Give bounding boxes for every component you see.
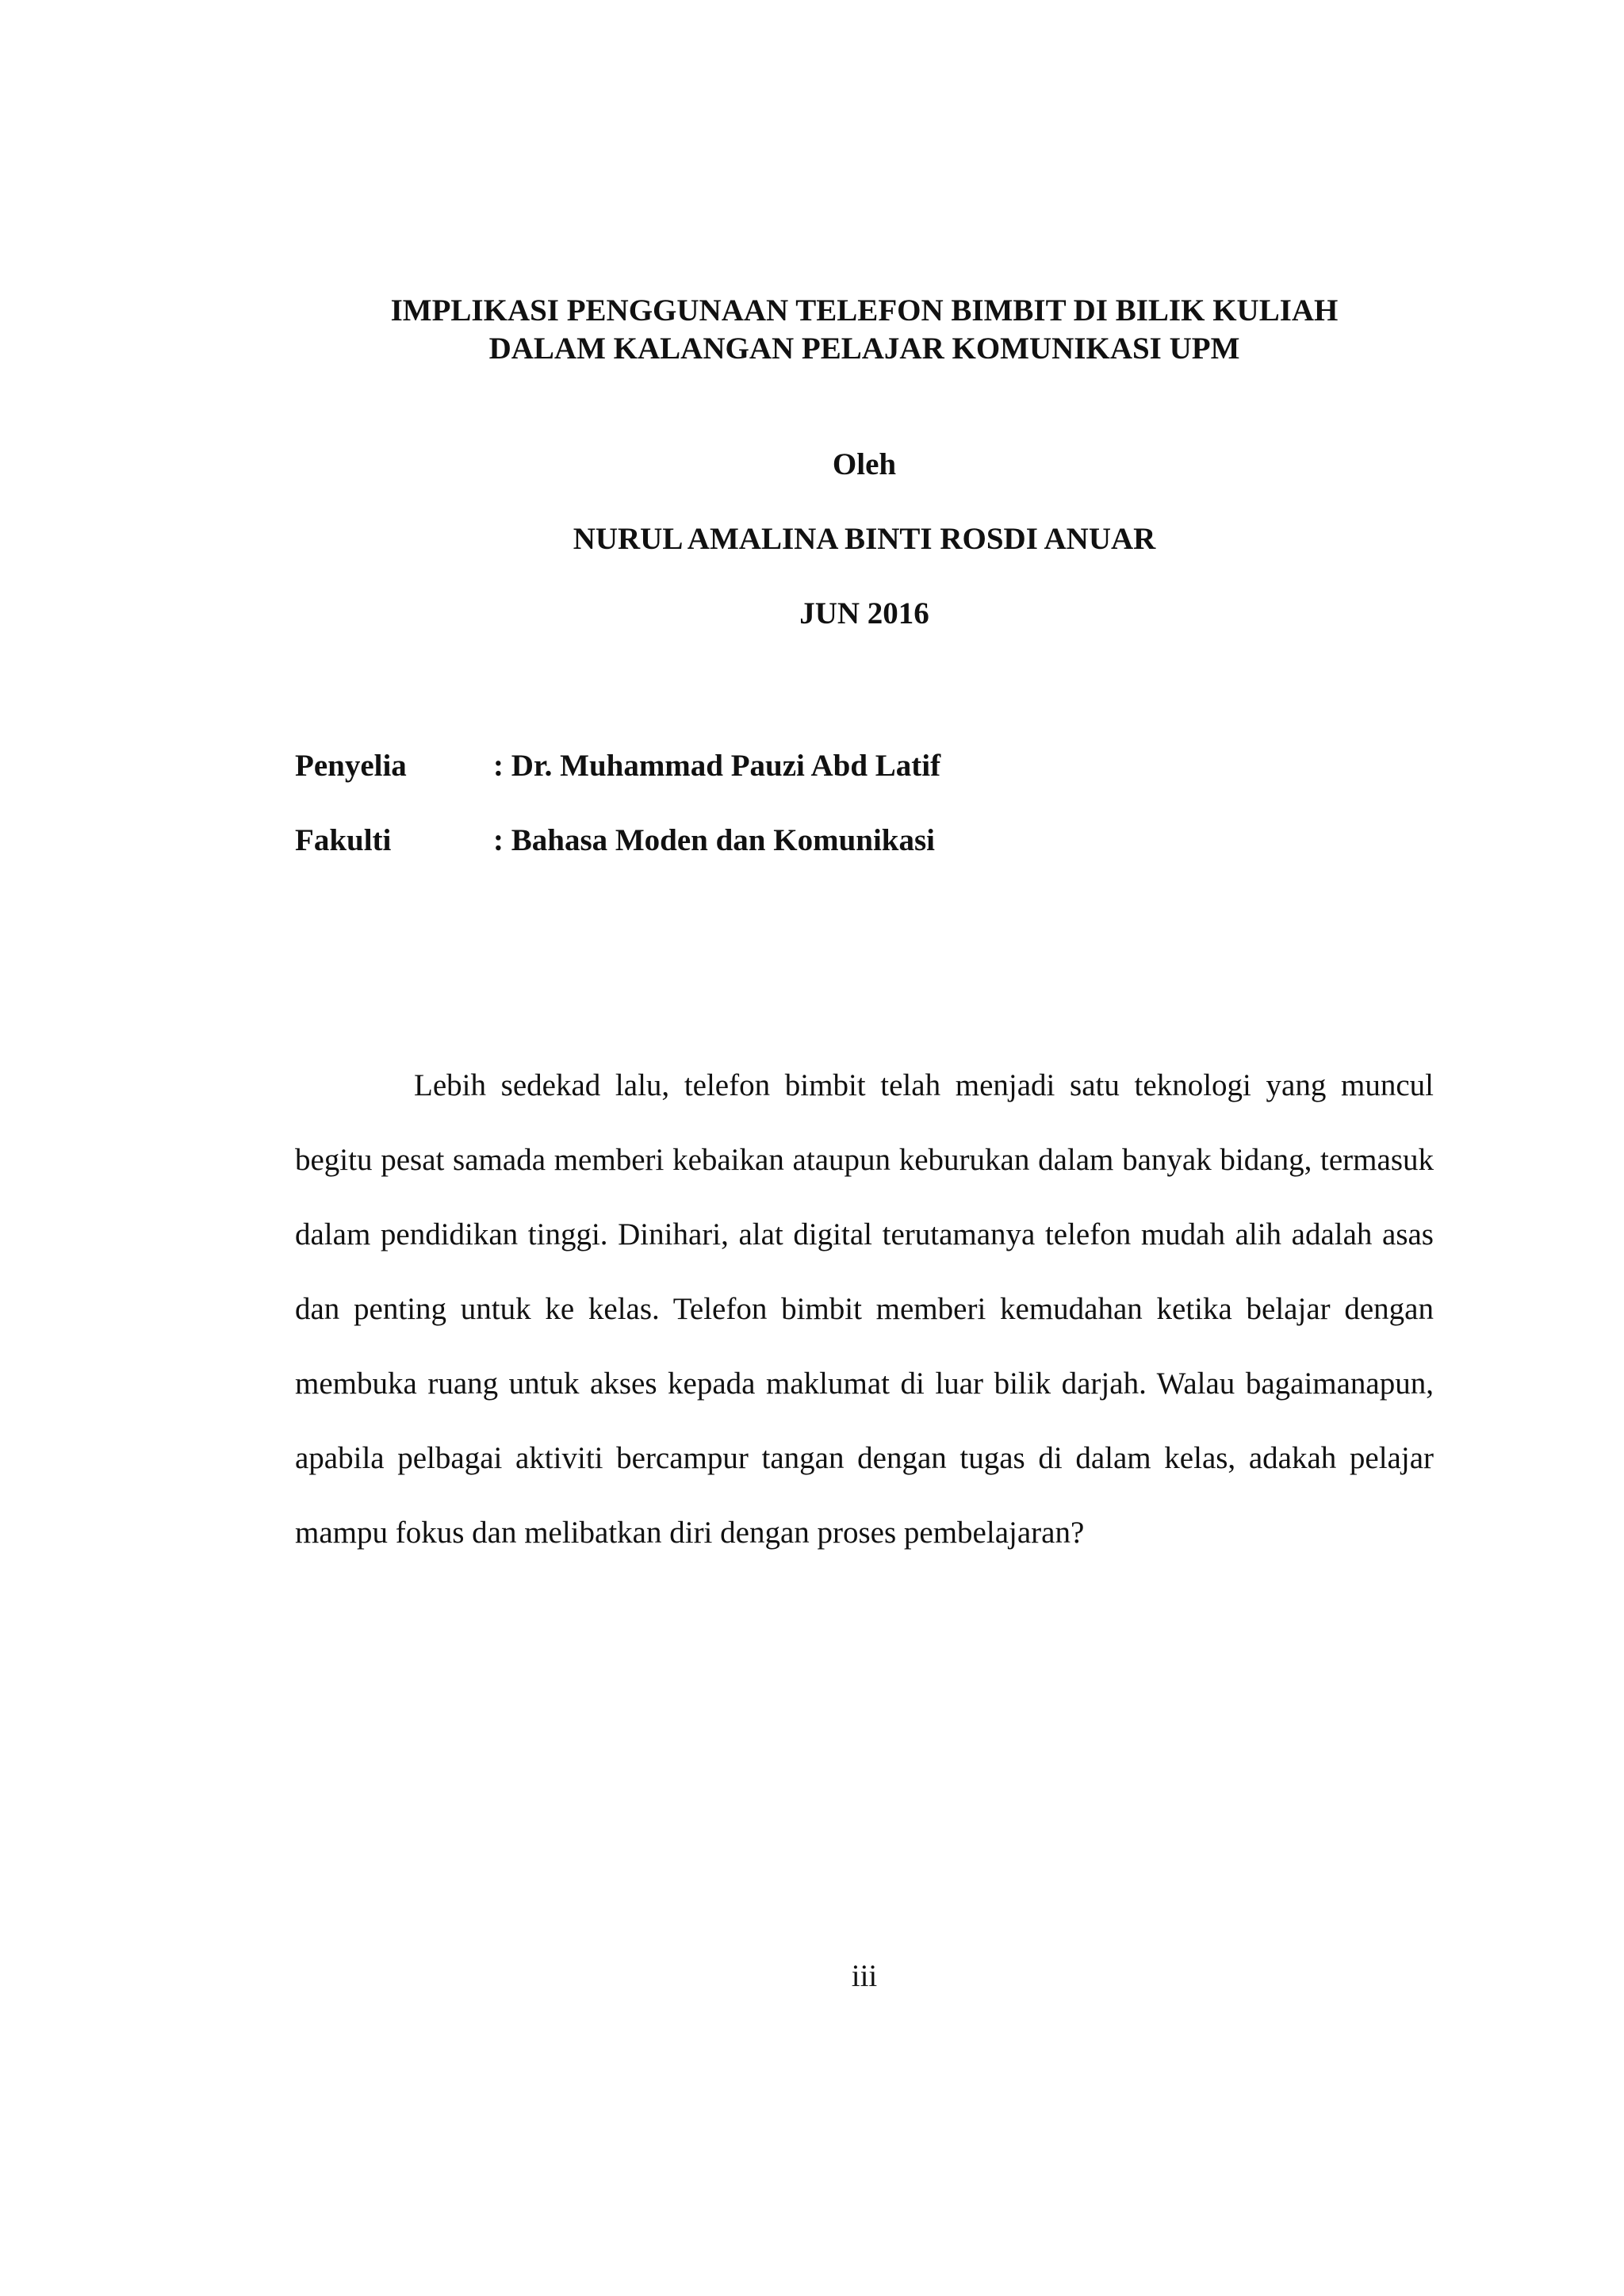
faculty-value: : Bahasa Moden dan Komunikasi	[493, 823, 935, 857]
supervisor-label: Penyelia	[295, 749, 407, 783]
by-label: Oleh	[832, 447, 897, 481]
thesis-title-line-2: DALAM KALANGAN PELAJAR KOMUNIKASI UPM	[488, 332, 1240, 366]
page-number: iii	[851, 1959, 878, 1993]
abstract-paragraph: Lebih sedekad lalu, telefon bimbit telah menjadi satu teknologi yang muncul begitu pesat samada memberi kebaikan ataupun keburukan dalam banyak bidang, termasuk dalam pendidikan tinggi. Dinihari, alat digital terutamanya telefon mudah alih adalah asas dan penting untuk ke kelas. Telefon bimbit memberi kemudahan ketika belajar dengan membuka ruang untuk akses kepada maklumat di luar bilik darjah. Walau bagaimanapun, apabila pelbagai aktiviti bercampur tangan dengan tugas di dalam kelas, adakah pelajar mampu fokus dan melibatkan diri dengan proses pembelajaran?	[295, 1068, 1434, 1550]
author-name: NURUL AMALINA BINTI ROSDI ANUAR	[573, 522, 1156, 556]
thesis-title-line-1: IMPLIKASI PENGGUNAAN TELEFON BIMBIT DI BILIK KULIAH	[390, 293, 1339, 328]
submission-date: JUN 2016	[799, 596, 929, 631]
thesis-title	[295, 292, 1434, 368]
faculty-label: Fakulti	[295, 823, 392, 857]
supervisor-value: : Dr. Muhammad Pauzi Abd Latif	[493, 749, 941, 783]
